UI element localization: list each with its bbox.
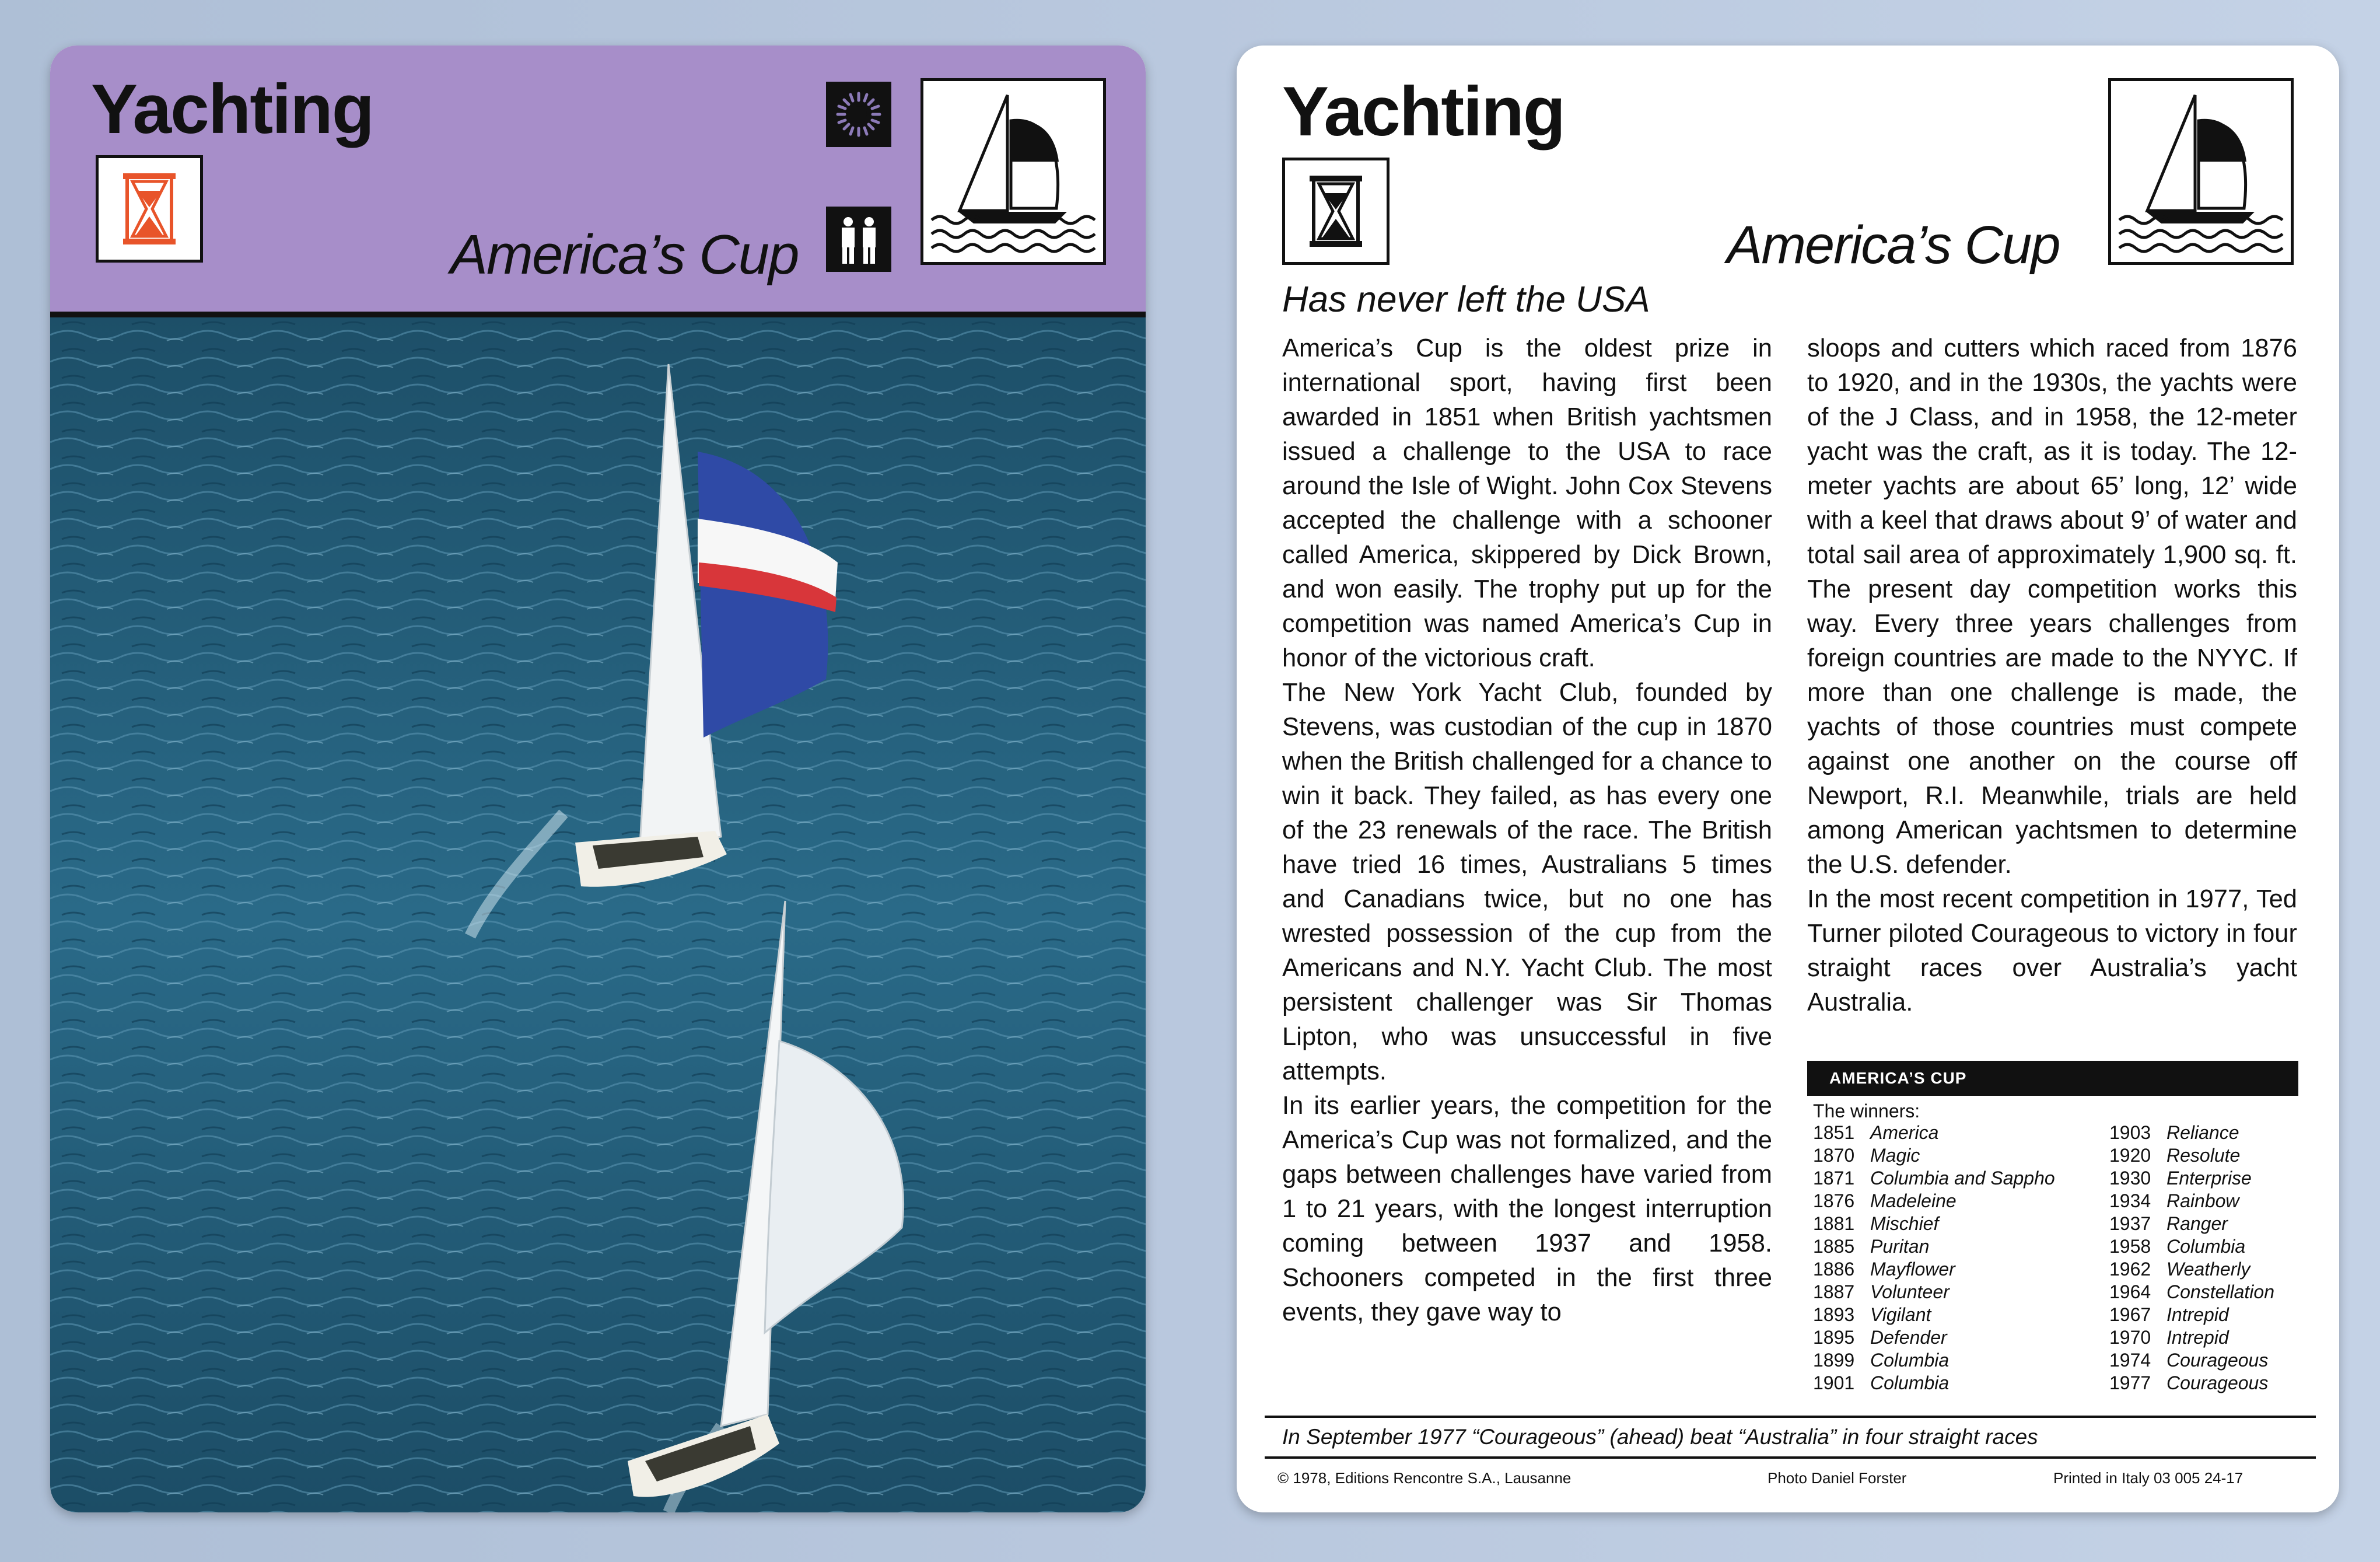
yacht-logo-icon xyxy=(2108,78,2294,265)
yacht-logo-icon xyxy=(921,78,1106,265)
people-icon xyxy=(826,207,891,272)
back-subtitle: America’s Cup xyxy=(1727,215,2060,275)
winner-year: 1977 xyxy=(2109,1372,2151,1393)
front-brand-title: Yachting xyxy=(91,70,374,148)
winner-yacht: Courageous xyxy=(2166,1372,2269,1393)
winner-year: 1851 xyxy=(1813,1122,1855,1143)
winner-row xyxy=(1807,1281,2099,1304)
winner-row xyxy=(1807,1372,2099,1395)
photo-caption: In September 1977 “Courageous” (ahead) beat “Australia” in four straight races xyxy=(1265,1416,2316,1459)
winner-row xyxy=(2104,1167,2298,1190)
winner-yacht: Enterprise xyxy=(2166,1168,2252,1189)
winner-row xyxy=(2104,1144,2298,1167)
winner-year: 1967 xyxy=(2109,1304,2151,1325)
winner-row xyxy=(1807,1167,2099,1190)
winner-row xyxy=(1807,1121,2099,1144)
winner-row xyxy=(1807,1190,2099,1212)
winner-row xyxy=(2104,1121,2298,1144)
winner-row xyxy=(1807,1212,2099,1235)
winner-yacht: Columbia xyxy=(1870,1372,1950,1393)
winner-yacht: Volunteer xyxy=(1870,1281,1950,1302)
winner-row xyxy=(2104,1372,2298,1395)
winner-yacht: Weatherly xyxy=(2166,1259,2250,1280)
winner-yacht: Constellation xyxy=(2166,1281,2274,1302)
winners-list-left xyxy=(1807,1121,2099,1395)
winner-year: 1901 xyxy=(1813,1372,1855,1393)
card-front xyxy=(50,46,1146,1512)
winner-year: 1930 xyxy=(2109,1168,2151,1189)
winner-row xyxy=(1807,1326,2099,1349)
winner-row xyxy=(2104,1212,2298,1235)
winner-yacht: Columbia xyxy=(1870,1350,1950,1371)
front-subtitle: America’s Cup xyxy=(450,223,799,286)
sun-icon xyxy=(826,82,891,147)
winner-yacht: Courageous xyxy=(2166,1350,2269,1371)
winner-yacht: Columbia and Sappho xyxy=(1870,1168,2055,1189)
winner-year: 1885 xyxy=(1813,1236,1855,1257)
winner-yacht: Madeleine xyxy=(1870,1190,1957,1211)
winner-row xyxy=(2104,1281,2298,1304)
winner-row xyxy=(2104,1235,2298,1258)
winner-year: 1899 xyxy=(1813,1350,1855,1371)
winner-row xyxy=(2104,1258,2298,1281)
headline: Has never left the USA xyxy=(1282,279,1650,320)
paragraph: In its earlier years, the competition for the America’s Cup was not formalized, and the gaps between challenges have varied from 1 to 21 years, with the longest interruption coming between 1937 and 1958. Schooners competed in the first three events, they gave way to xyxy=(1282,1092,1772,1326)
winner-yacht: Intrepid xyxy=(2166,1327,2229,1348)
winner-yacht: Defender xyxy=(1870,1327,1947,1348)
winner-year: 1958 xyxy=(2109,1236,2151,1257)
winner-row xyxy=(1807,1304,2099,1326)
winner-row xyxy=(1807,1258,2099,1281)
winner-year: 1876 xyxy=(1813,1190,1855,1211)
winner-yacht: Puritan xyxy=(1870,1236,1930,1257)
winner-yacht: Reliance xyxy=(2166,1122,2239,1143)
winner-row xyxy=(1807,1349,2099,1372)
text-column-2 xyxy=(1807,331,2297,1020)
card-back xyxy=(1237,46,2339,1512)
winner-year: 1893 xyxy=(1813,1304,1855,1325)
paragraph: The New York Yacht Club, founded by Stevens, was custodian of the cup in 1870 when the British challenged for a chance to win it back. They failed, as has every one of the 23 renewals of the race. The British have tried 16 times, Australians 5 times and Canadians twice, but no one has wrested possession of the cup from the Americans and N.Y. Yacht Club. The most persistent challenger was Sir Thomas Lipton, who was unsuccessful in five attempts. xyxy=(1282,679,1772,1085)
winner-year: 1934 xyxy=(2109,1190,2151,1211)
winner-yacht: Mayflower xyxy=(1870,1259,1955,1280)
winner-year: 1881 xyxy=(1813,1213,1855,1234)
winner-year: 1937 xyxy=(2109,1213,2151,1234)
winner-year: 1887 xyxy=(1813,1281,1855,1302)
sailing-photo xyxy=(50,317,1146,1512)
winner-row xyxy=(2104,1326,2298,1349)
winner-yacht: Vigilant xyxy=(1870,1304,1931,1325)
hourglass-icon xyxy=(96,155,203,263)
winner-row xyxy=(2104,1190,2298,1212)
winner-year: 1870 xyxy=(1813,1145,1855,1166)
back-brand-title: Yachting xyxy=(1282,72,1565,151)
front-header xyxy=(50,46,1146,317)
winner-year: 1920 xyxy=(2109,1145,2151,1166)
winner-yacht: Columbia xyxy=(2166,1236,2246,1257)
winner-year: 1964 xyxy=(2109,1281,2151,1302)
winner-yacht: Rainbow xyxy=(2166,1190,2239,1211)
winner-row xyxy=(1807,1144,2099,1167)
winners-heading: AMERICA’S CUP xyxy=(1807,1061,2298,1096)
winner-year: 1886 xyxy=(1813,1259,1855,1280)
winner-year: 1903 xyxy=(2109,1122,2151,1143)
text-column-1 xyxy=(1282,331,1772,1330)
paragraph: In the most recent competition in 1977, Ted Turner piloted Courageous to victory in four straight races over Australia’s yacht Australia. xyxy=(1807,885,2297,1016)
winner-row xyxy=(1807,1235,2099,1258)
winner-yacht: America xyxy=(1870,1122,1939,1143)
winner-year: 1970 xyxy=(2109,1327,2151,1348)
winner-yacht: Intrepid xyxy=(2166,1304,2229,1325)
winner-yacht: Mischief xyxy=(1870,1213,1939,1234)
footer-photo-credit: Photo Daniel Forster xyxy=(1768,1469,1907,1487)
winner-year: 1974 xyxy=(2109,1350,2151,1371)
winner-yacht: Ranger xyxy=(2166,1213,2228,1234)
winner-year: 1895 xyxy=(1813,1327,1855,1348)
paragraph: America’s Cup is the oldest prize in international sport, having first been awarded in 1851 when British yachtsmen issued a challenge to the USA to race around the Isle of Wight. John Cox Stevens accepted the challenge with a schooner called America, skippered by Dick Brown, and won easily. The trophy put up for the competition was named America’s Cup in honor of the victorious craft. xyxy=(1282,334,1772,672)
winner-row xyxy=(2104,1304,2298,1326)
winner-yacht: Resolute xyxy=(2166,1145,2241,1166)
winners-intro: The winners: xyxy=(1813,1100,1920,1121)
footer-copyright: © 1978, Editions Rencontre S.A., Lausanne xyxy=(1278,1469,1572,1487)
winners-list-right xyxy=(2104,1121,2298,1395)
paragraph: sloops and cutters which raced from 1876 to 1920, and in the 1930s, the yachts were of the J Class, and in 1958, the 12-meter yacht was the craft, as it is today. The 12-meter yachts are about 65’ long, 12’ wide with a keel that draws about 9’ of water and total sail area of approximately 1,900 sq. ft. The present day competition works this way. Every three years challenges from foreign countries are made to the NYYC. If more than one challenge is made, the yachts of those countries must compete against one another on the course off Newport, R.I. Meanwhile, trials are held among American yachtsmen to determine the U.S. defender. xyxy=(1807,334,2297,879)
winners-table xyxy=(1807,1061,2298,1444)
winner-year: 1871 xyxy=(1813,1168,1855,1189)
winner-year: 1962 xyxy=(2109,1259,2151,1280)
footer-print-info: Printed in Italy 03 005 24-17 xyxy=(2053,1469,2244,1487)
winner-row xyxy=(2104,1349,2298,1372)
winner-yacht: Magic xyxy=(1870,1145,1920,1166)
hourglass-icon xyxy=(1282,158,1390,265)
